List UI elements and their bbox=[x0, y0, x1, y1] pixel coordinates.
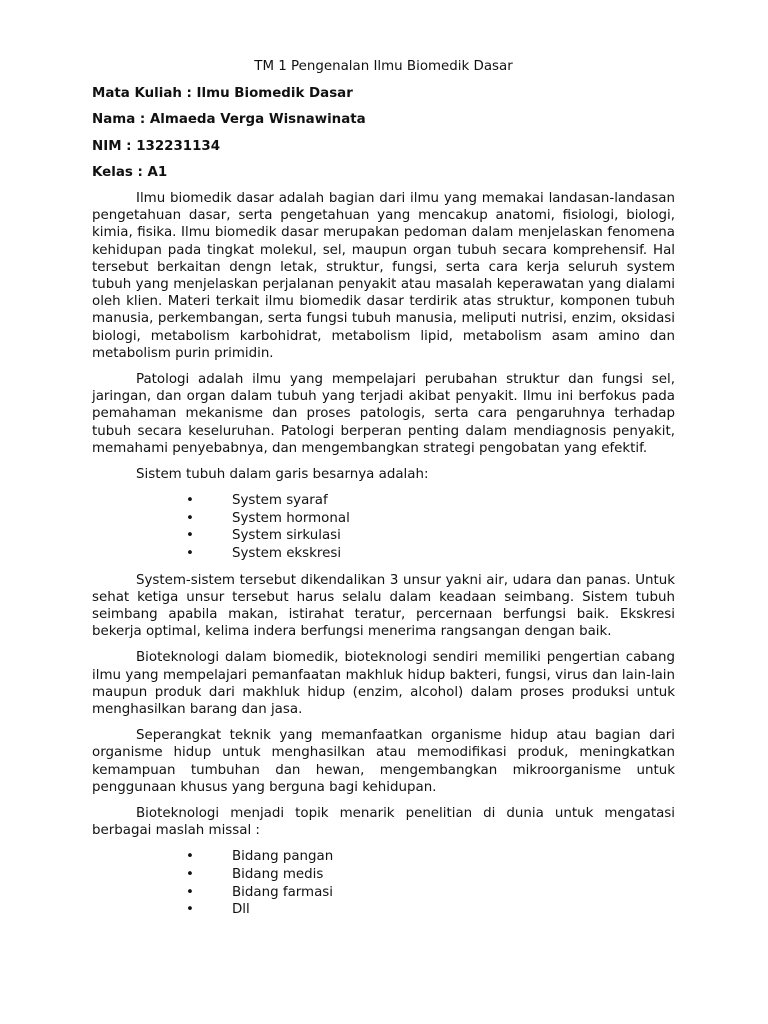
list-item: • Bidang farmasi bbox=[186, 884, 333, 900]
name-line: Nama : Almaeda Verga Wisnawinata bbox=[92, 112, 366, 128]
class-line: Kelas : A1 bbox=[92, 164, 168, 180]
bullet-icon: • bbox=[186, 510, 194, 526]
body-systems-list bbox=[92, 492, 675, 562]
bullet-icon: • bbox=[186, 849, 194, 865]
list-item: • System hormonal bbox=[186, 510, 350, 526]
bullet-icon: • bbox=[186, 546, 194, 562]
document-title: TM 1 Pengenalan Ilmu Biomedik Dasar bbox=[254, 59, 513, 74]
bullet-icon: • bbox=[186, 528, 194, 544]
paragraph-biomedik-dasar: Ilmu biomedik dasar adalah bagian dari ilmu yang memakai landasan-landasan pengetahuan dasar, serta pengetahuan yang mencakup anatomi, fisiologi, biologi, kimia, fisika. Ilmu biomedik dasar merupakan pedoman dalam menjelaskan fenomena kehidupan pada tingkat molekul, sel, maupun organ tubuh secara komprehensif. Hal tersebut berkaitan dengn letak, struktur, fungsi, serta cara kerja seluruh system tubuh yang menjelaskan perjalanan penyakit atau masalah keperawatan yang dialami oleh klien. Materi terkait ilmu biomedik dasar terdirik atas struktur, komponen tubuh manusia, perkembangan, serta fungsi tubuh manusia, meliputi nutrisi, enzim, oksidasi biologi, metabolism karbohidrat, metabolism lipid, metabolism asam amino dan metabolism purin primidin. bbox=[92, 191, 675, 361]
bullet-icon: • bbox=[186, 884, 194, 900]
bullet-icon: • bbox=[186, 902, 194, 918]
list-item: • Bidang pangan bbox=[186, 849, 334, 865]
list-item: • System sirkulasi bbox=[186, 528, 341, 544]
list-item: • Dll bbox=[186, 902, 250, 918]
paragraph-sistem-tubuh-intro: Sistem tubuh dalam garis besarnya adalah: bbox=[136, 467, 429, 483]
paragraph-bioteknologi-definisi: Bioteknologi dalam biomedik, bioteknologi sendiri memiliki pengertian cabang ilmu yang mempelajari pemanfaatan makhluk hidup bakteri, fungsi, virus dan lain-lain maupun produk dari makhluk hidup (enzim, alcohol) dalam proses produksi untuk menghasilkan barang dan jasa. bbox=[92, 650, 675, 718]
list-item: • Bidang medis bbox=[186, 867, 324, 883]
bullet-icon: • bbox=[186, 493, 194, 509]
fields-list bbox=[92, 848, 675, 918]
bullet-icon: • bbox=[186, 867, 194, 883]
paragraph-unsur-seimbang: System-sistem tersebut dikendalikan 3 unsur yakni air, udara dan panas. Untuk sehat ketiga unsur tersebut harus selalu dalam keadaan seimbang. Sistem tubuh seimbang apabila makan, istirahat teratur, percernaan berfungsi baik. Ekskresi bekerja optimal, kelima indera berfungsi menerima rangsangan dengan baik. bbox=[92, 572, 675, 640]
paragraph-bioteknologi-topik: Bioteknologi menjadi topik menarik penelitian di dunia untuk mengatasi berbagai maslah missal : bbox=[92, 806, 675, 839]
list-item: • System syaraf bbox=[186, 493, 328, 509]
list-item: • System ekskresi bbox=[186, 546, 342, 562]
course-line: Mata Kuliah : Ilmu Biomedik Dasar bbox=[92, 86, 353, 102]
student-id-line: NIM : 132231134 bbox=[92, 138, 221, 154]
paragraph-seperangkat-teknik: Seperangkat teknik yang memanfaatkan organisme hidup atau bagian dari organisme hidup untuk menghasilkan atau memodifikasi produk, meningkatkan kemampuan tumbuhan dan hewan, mengembangkan mikroorganisme untuk penggunaan khusus yang berguna bagi kehidupan. bbox=[92, 728, 675, 795]
document-page bbox=[92, 58, 675, 928]
paragraph-patologi: Patologi adalah ilmu yang mempelajari perubahan struktur dan fungsi sel, jaringan, dan organ dalam tubuh yang terjadi akibat penyakit. Ilmu ini berfokus pada pemahaman mekanisme dan proses patologis, serta cara pengaruhnya terhadap tubuh secara keseluruhan. Patologi berperan penting dalam mendiagnosis penyakit, memahami penyebabnya, dan mengembangkan strategi pengobatan yang efektif. bbox=[92, 372, 675, 456]
